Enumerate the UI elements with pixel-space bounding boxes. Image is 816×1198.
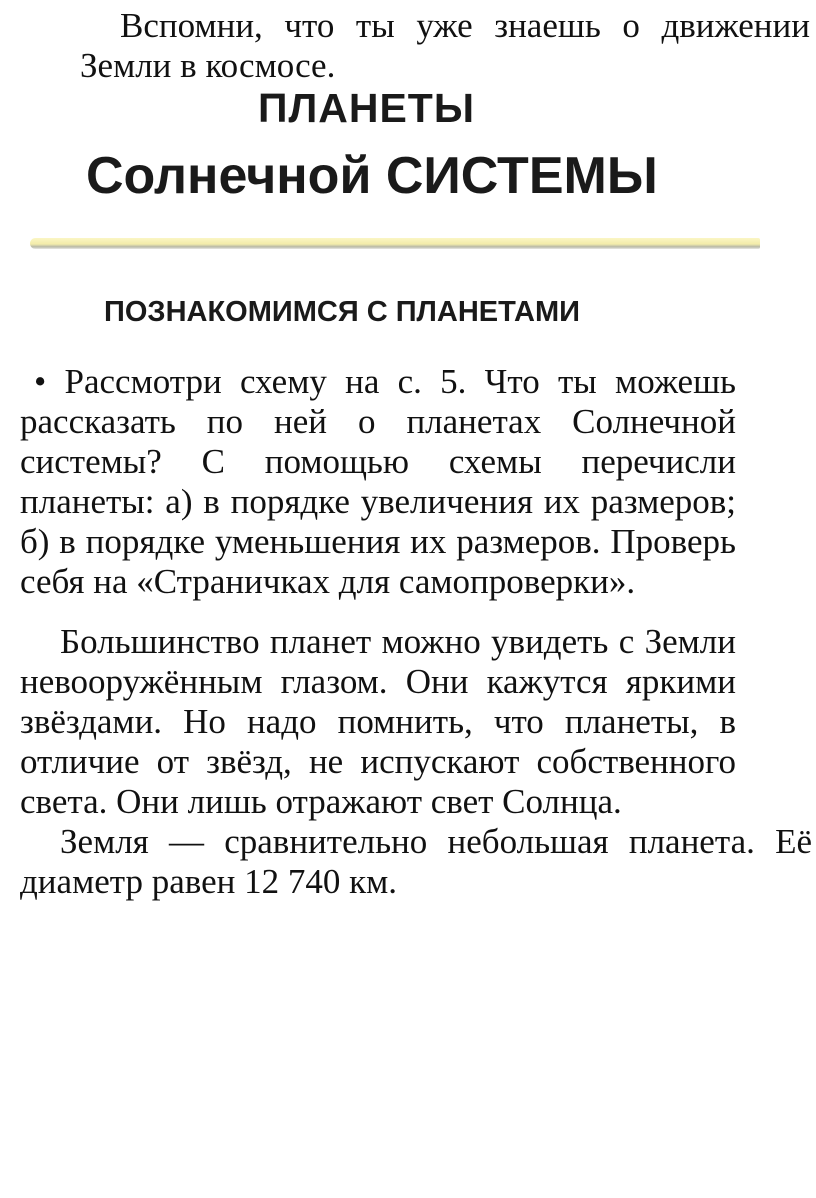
paragraph-line: Большинство планет можно увидеть с Земли <box>60 622 736 661</box>
paragraph-line: Земля — сравнительно небольшая планета. Её <box>60 822 812 861</box>
paragraph-line: диаметр равен 12 740 км. <box>20 862 398 901</box>
task-line: себя на «Страничках для самопроверки». <box>20 562 636 601</box>
paragraph-line: звёздами. Но надо помнить, что планеты, в <box>20 702 736 741</box>
task-line: б) в порядке уменьшения их размеров. Проверь <box>20 522 736 561</box>
paragraph-line: отличие от звёзд, не испускают собственного <box>20 742 736 781</box>
chapter-title-line-2: Солнечной СИСТЕМЫ <box>86 147 658 205</box>
paragraph-line: невооружённым глазом. Они кажутся яркими <box>20 662 736 701</box>
title-divider <box>30 238 760 249</box>
section-heading: ПОЗНАКОМИМСЯ С ПЛАНЕТАМИ <box>104 296 580 328</box>
task-line: • Рассмотри схему на с. 5. Что ты можешь <box>34 362 736 401</box>
task-line: системы? С помощью схемы перечисли <box>20 442 736 481</box>
task-line: планеты: а) в порядке увеличения их размеров; <box>20 482 736 521</box>
intro-line-1: Вспомни, что ты уже знаешь о движении <box>120 6 810 45</box>
paragraph-line: света. Они лишь отражают свет Солнца. <box>20 782 622 821</box>
intro-line-2: Земли в космосе. <box>80 46 336 85</box>
task-line: рассказать по ней о планетах Солнечной <box>20 402 736 441</box>
chapter-title-line-1: ПЛАНЕТЫ <box>258 85 475 131</box>
